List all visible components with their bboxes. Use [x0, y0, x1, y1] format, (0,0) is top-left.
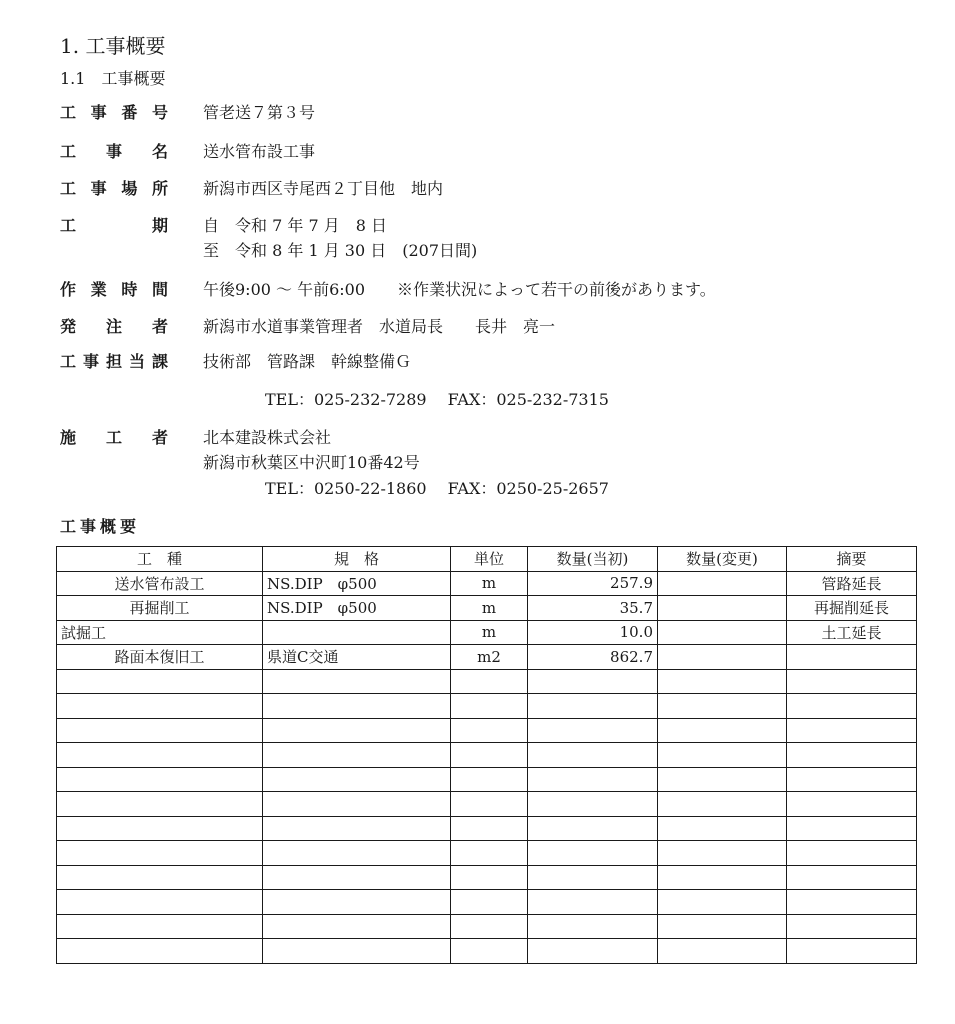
cell-spec — [263, 743, 451, 768]
table-header-row — [57, 547, 917, 572]
cell-type — [57, 694, 263, 719]
cell-type: 路面本復旧工 — [57, 645, 263, 670]
cell-spec — [263, 939, 451, 964]
cell-spec: NS.DIP φ500 — [263, 596, 451, 621]
cell-qty-initial — [528, 890, 658, 915]
cell-spec — [263, 914, 451, 939]
table-row — [57, 939, 917, 964]
cell-qty-initial: 10.0 — [528, 620, 658, 645]
cell-qty-changed — [658, 645, 787, 670]
cell-type — [57, 718, 263, 743]
cell-spec — [263, 767, 451, 792]
cell-unit — [451, 694, 528, 719]
cell-qty-changed — [658, 841, 787, 866]
cell-spec — [263, 816, 451, 841]
cell-type — [57, 914, 263, 939]
cell-type: 再掘削工 — [57, 596, 263, 621]
field-value-hours: 午後9:00 ～ 午前6:00 ※作業状況によって若干の前後があります。 — [203, 280, 716, 299]
cell-unit — [451, 767, 528, 792]
field-value-period-start: 自 令和 7 年 7 月 8 日 — [203, 216, 387, 235]
cell-unit — [451, 939, 528, 964]
cell-qty-changed — [658, 816, 787, 841]
cell-unit — [451, 669, 528, 694]
field-value-number: 管老送７第３号 — [203, 103, 316, 122]
cell-remarks — [787, 792, 917, 817]
cell-remarks — [787, 718, 917, 743]
table-row — [57, 841, 917, 866]
cell-type: 送水管布設工 — [57, 571, 263, 596]
col-header-unit: 単位 — [451, 547, 528, 572]
cell-qty-initial — [528, 841, 658, 866]
cell-qty-changed — [658, 620, 787, 645]
cell-qty-initial — [528, 767, 658, 792]
cell-type — [57, 767, 263, 792]
cell-qty-changed — [658, 865, 787, 890]
cell-remarks — [787, 841, 917, 866]
cell-qty-initial — [528, 914, 658, 939]
cell-qty-changed — [658, 694, 787, 719]
cell-unit — [451, 890, 528, 915]
cell-qty-initial — [528, 939, 658, 964]
field-label-hours: 作 業 時 間 — [60, 280, 168, 299]
cell-spec — [263, 865, 451, 890]
field-value-section: 技術部 管路課 幹線整備Ｇ — [203, 352, 412, 371]
cell-unit: m — [451, 596, 528, 621]
cell-remarks — [787, 645, 917, 670]
table-row — [57, 571, 917, 596]
cell-unit — [451, 718, 528, 743]
cell-qty-changed — [658, 890, 787, 915]
field-value-period-end: 至 令和 8 年 1 月 30 日 (207日間) — [203, 241, 478, 260]
cell-qty-changed — [658, 743, 787, 768]
cell-spec — [263, 694, 451, 719]
cell-qty-initial — [528, 718, 658, 743]
cell-qty-changed — [658, 914, 787, 939]
contractor-address: 新潟市秋葉区中沢町10番42号 — [203, 453, 420, 472]
cell-type — [57, 939, 263, 964]
cell-spec — [263, 620, 451, 645]
cell-qty-changed — [658, 718, 787, 743]
cell-type — [57, 890, 263, 915]
cell-remarks — [787, 694, 917, 719]
cell-qty-changed — [658, 939, 787, 964]
cell-type — [57, 841, 263, 866]
cell-spec — [263, 792, 451, 817]
cell-unit — [451, 816, 528, 841]
cell-remarks — [787, 816, 917, 841]
cell-qty-initial: 862.7 — [528, 645, 658, 670]
cell-spec: NS.DIP φ500 — [263, 571, 451, 596]
table-row — [57, 914, 917, 939]
contractor-name: 北本建設株式会社 — [203, 428, 332, 447]
field-label-contractor: 施 工 者 — [60, 428, 168, 447]
table-row — [57, 645, 917, 670]
cell-qty-initial — [528, 816, 658, 841]
field-value-place: 新潟市西区寺尾西２丁目他 地内 — [203, 179, 444, 198]
cell-unit — [451, 914, 528, 939]
cell-qty-changed — [658, 571, 787, 596]
cell-type — [57, 792, 263, 817]
cell-qty-initial: 257.9 — [528, 571, 658, 596]
cell-remarks: 管路延長 — [787, 571, 917, 596]
cell-unit — [451, 743, 528, 768]
cell-remarks — [787, 865, 917, 890]
cell-remarks — [787, 669, 917, 694]
work-summary-table — [56, 546, 917, 964]
field-label-orderer: 発 注 者 — [60, 317, 168, 336]
table-row — [57, 718, 917, 743]
cell-unit — [451, 792, 528, 817]
cell-unit — [451, 841, 528, 866]
page-heading: 1. 工事概要 — [60, 34, 166, 58]
field-label-number: 工 事 番 号 — [60, 103, 168, 122]
section-contact: TEL：025-232-7289 FAX：025-232-7315 — [265, 390, 609, 409]
summary-title: 工事概要 — [60, 517, 141, 536]
cell-remarks: 再掘削延長 — [787, 596, 917, 621]
col-header-remarks: 摘要 — [787, 547, 917, 572]
col-header-type: 工 種 — [57, 547, 263, 572]
table-row — [57, 620, 917, 645]
cell-type: 試掘工 — [57, 620, 263, 645]
cell-remarks — [787, 890, 917, 915]
table-row — [57, 767, 917, 792]
cell-unit: m — [451, 620, 528, 645]
cell-remarks — [787, 767, 917, 792]
field-value-name: 送水管布設工事 — [203, 142, 316, 161]
cell-qty-initial — [528, 694, 658, 719]
cell-remarks — [787, 914, 917, 939]
cell-remarks — [787, 743, 917, 768]
contractor-contact: TEL：0250-22-1860 FAX：0250-25-2657 — [265, 479, 609, 498]
cell-qty-changed — [658, 792, 787, 817]
col-header-qty-initial: 数量(当初) — [528, 547, 658, 572]
cell-type — [57, 816, 263, 841]
field-value-orderer: 新潟市水道事業管理者 水道局長 長井 亮一 — [203, 317, 556, 336]
cell-unit: m2 — [451, 645, 528, 670]
cell-spec — [263, 890, 451, 915]
table-row — [57, 816, 917, 841]
table-row — [57, 743, 917, 768]
cell-spec — [263, 718, 451, 743]
cell-remarks: 土工延長 — [787, 620, 917, 645]
cell-spec — [263, 669, 451, 694]
cell-type — [57, 865, 263, 890]
cell-type — [57, 669, 263, 694]
field-label-place: 工 事 場 所 — [60, 179, 168, 198]
table-row — [57, 669, 917, 694]
table-row — [57, 596, 917, 621]
cell-unit: m — [451, 571, 528, 596]
field-label-name: 工 事 名 — [60, 142, 168, 161]
col-header-qty-changed: 数量(変更) — [658, 547, 787, 572]
table-body — [57, 571, 917, 963]
cell-qty-initial: 35.7 — [528, 596, 658, 621]
field-label-period: 工 期 — [60, 216, 168, 235]
table-row — [57, 865, 917, 890]
cell-qty-changed — [658, 767, 787, 792]
cell-qty-initial — [528, 669, 658, 694]
cell-qty-changed — [658, 669, 787, 694]
cell-type — [57, 743, 263, 768]
cell-spec — [263, 841, 451, 866]
cell-remarks — [787, 939, 917, 964]
cell-spec: 県道C交通 — [263, 645, 451, 670]
table-row — [57, 792, 917, 817]
section-subheading: 1.1 工事概要 — [60, 69, 166, 88]
cell-qty-initial — [528, 743, 658, 768]
cell-qty-initial — [528, 865, 658, 890]
table-row — [57, 694, 917, 719]
table-row — [57, 890, 917, 915]
cell-unit — [451, 865, 528, 890]
cell-qty-changed — [658, 596, 787, 621]
cell-qty-initial — [528, 792, 658, 817]
field-label-section: 工 事 担 当 課 — [60, 352, 168, 371]
col-header-spec: 規 格 — [263, 547, 451, 572]
